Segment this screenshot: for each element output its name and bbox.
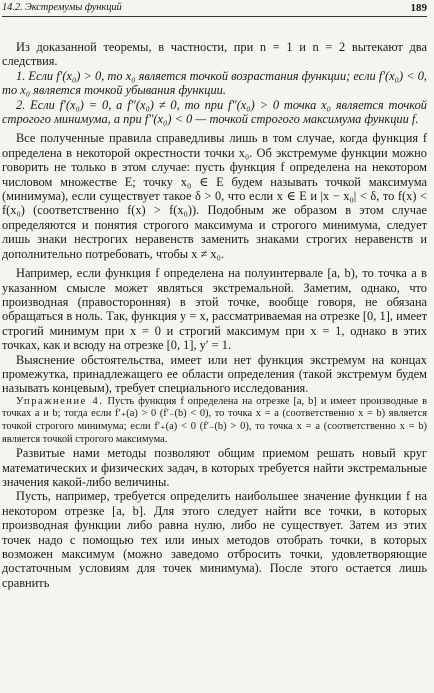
- running-header: [2, 2, 427, 17]
- paragraph-methods: Развитые нами методы позволяют общим приемом решать новый круг математических и физических задач, в которых требуется найти экстремальные значения какой-либо величины.: [2, 446, 427, 489]
- exercise-4: [2, 396, 427, 446]
- corollary-2: 2. Если f′(x₀) = 0, a f″(x₀) ≠ 0, то при f″(x₀) > 0 точка x₀ является точкой строгого минимума, а при f″(x₀) < 0 — точкой строгого максимума функции f.: [2, 97, 427, 127]
- paragraph-extremum-on-set: Все полученные правила справедливы лишь в том случае, когда функция f определена в некоторой окрестности точки x₀. Об экстремуме функции можно говорить не только в этом случае: пусть функция f определена на некотором числовом множестве E; точку x₀ ∈ E будем называть точкой максимума (минимума), если существует такое δ > 0, что если x ∈ E и |x − x₀| < δ, то f(x) < f(x₀) (соответственно f(x) > f(x₀)). Подобным же образом в этом случае определяются и понятия строгого максимума и строгого минимума, следует лишь знаки нестрогих неравенств заменить знаками строгих неравенств и дополнительно потребовать, чтобы x ≠ x₀.: [2, 131, 427, 261]
- paragraph-example-interval: Например, если функция f определена на полуинтервале [a, b), то точка a в указанном смысле может являться экстремальной. Заметим, однако, что производная (правосторонняя) в этой точке, вообще говоря, не обязана обращаться в ноль. Так, функция y = x, рассматриваемая на отрезке [0, 1], имеет строгий минимум при x = 0 и строгий максимум при x = 1, однако в этих точках, как и всюду на отрезке [0, 1], y′ = 1.: [2, 266, 427, 353]
- exercise-text: Пусть функция f определена на отрезке [a, b] и имеет производные в точках a и b; тогда если f′₊(a) > 0 (f′₋(b) < 0), то точка x = a (соответственно x = b) является точкой строгого минимума; если f′₊(a) < 0 (f′₋(b) > 0), то точка x = a (соответственно x = b) является точкой строгого максимума.: [2, 395, 428, 445]
- paragraph-corollaries-intro: Из доказанной теоремы, в частности, при n = 1 и n = 2 вытекают два следствия.: [2, 40, 427, 69]
- page-number: 189: [410, 2, 427, 14]
- paragraph-endpoint-extremum: Выяснение обстоятельства, имеет или нет функция экстремум на концах промежутка, принадлежащего ее области определения (такой экстремум будем называть концевым), требует специального исследования.: [2, 352, 427, 396]
- page-body: [2, 40, 427, 590]
- section-title: 14.2. Экстремумы функций: [2, 2, 122, 13]
- corollary-1: 1. Если f′(x₀) > 0, то x₀ является точкой возрастания функции; если f′(x₀) < 0, то x₀ является точкой убывания функции.: [2, 68, 427, 98]
- exercise-label: Упражнение 4.: [16, 395, 104, 407]
- paragraph-max-on-segment: Пусть, например, требуется определить наибольшее значение функции f на некотором отрезке [a, b]. Для этого следует найти все точки, в которых производная функции либо равна нулю, либо не существует. Затем из этих точек надо с помощью тех или иных методов отобрать точки, в которых возможен максимум (можно заведомо отбросить точки, удовлетворяющие достаточным условиям для точек минимума). После этого остается лишь сравнить: [2, 489, 427, 590]
